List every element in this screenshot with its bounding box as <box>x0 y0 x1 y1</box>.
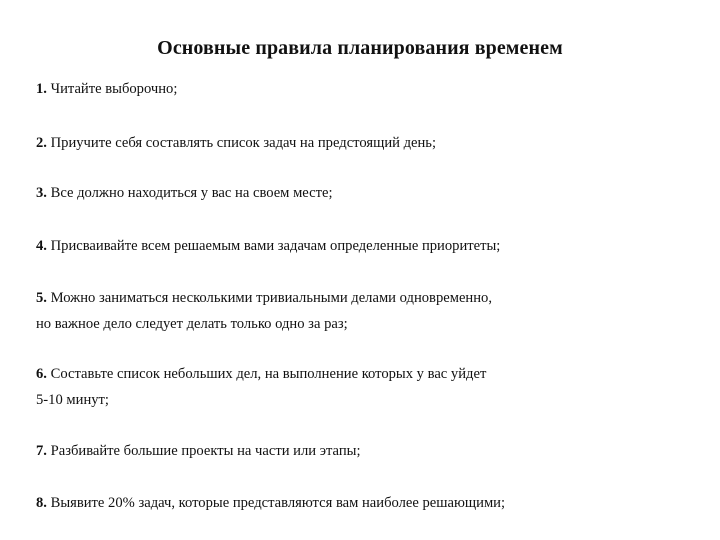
item-line <box>36 361 696 387</box>
item-text: Выявите 20% задач, которые представляются вам наиболее решающими; <box>46 495 506 511</box>
item-number: 4. <box>36 238 47 254</box>
item-text: Можно заниматься несколькими тривиальными делами одновременно, <box>46 290 492 306</box>
list-item <box>36 285 696 337</box>
item-number: 1. <box>36 81 47 97</box>
list-item <box>36 130 696 156</box>
item-text: Все должно находиться у вас на своем месте; <box>46 185 333 201</box>
item-text: Читайте выборочно; <box>46 81 178 97</box>
item-number: 5. <box>36 290 47 306</box>
list-item <box>36 76 696 102</box>
item-number: 6. <box>36 366 47 382</box>
item-number: 2. <box>36 135 47 151</box>
item-text: Составьте список небольших дел, на выполнение которых у вас уйдет <box>46 366 487 382</box>
item-text: Приучите себя составлять список задач на предстоящий день; <box>46 135 437 151</box>
item-continuation: 5-10 минут; <box>36 392 109 408</box>
list-item <box>36 233 696 259</box>
page-title: Основные правила планирования временем <box>157 37 563 59</box>
item-number: 8. <box>36 495 47 511</box>
list-item <box>36 361 696 413</box>
list-item <box>36 180 696 206</box>
item-continuation: но важное дело следует делать только одно за раз; <box>36 316 348 332</box>
item-line <box>36 285 696 311</box>
item-text: Разбивайте большие проекты на части или этапы; <box>46 443 361 459</box>
list-item <box>36 490 696 516</box>
item-number: 3. <box>36 185 47 201</box>
item-text: Присваивайте всем решаемым вами задачам определенные приоритеты; <box>46 238 501 254</box>
item-number: 7. <box>36 443 47 459</box>
list-item <box>36 438 696 464</box>
